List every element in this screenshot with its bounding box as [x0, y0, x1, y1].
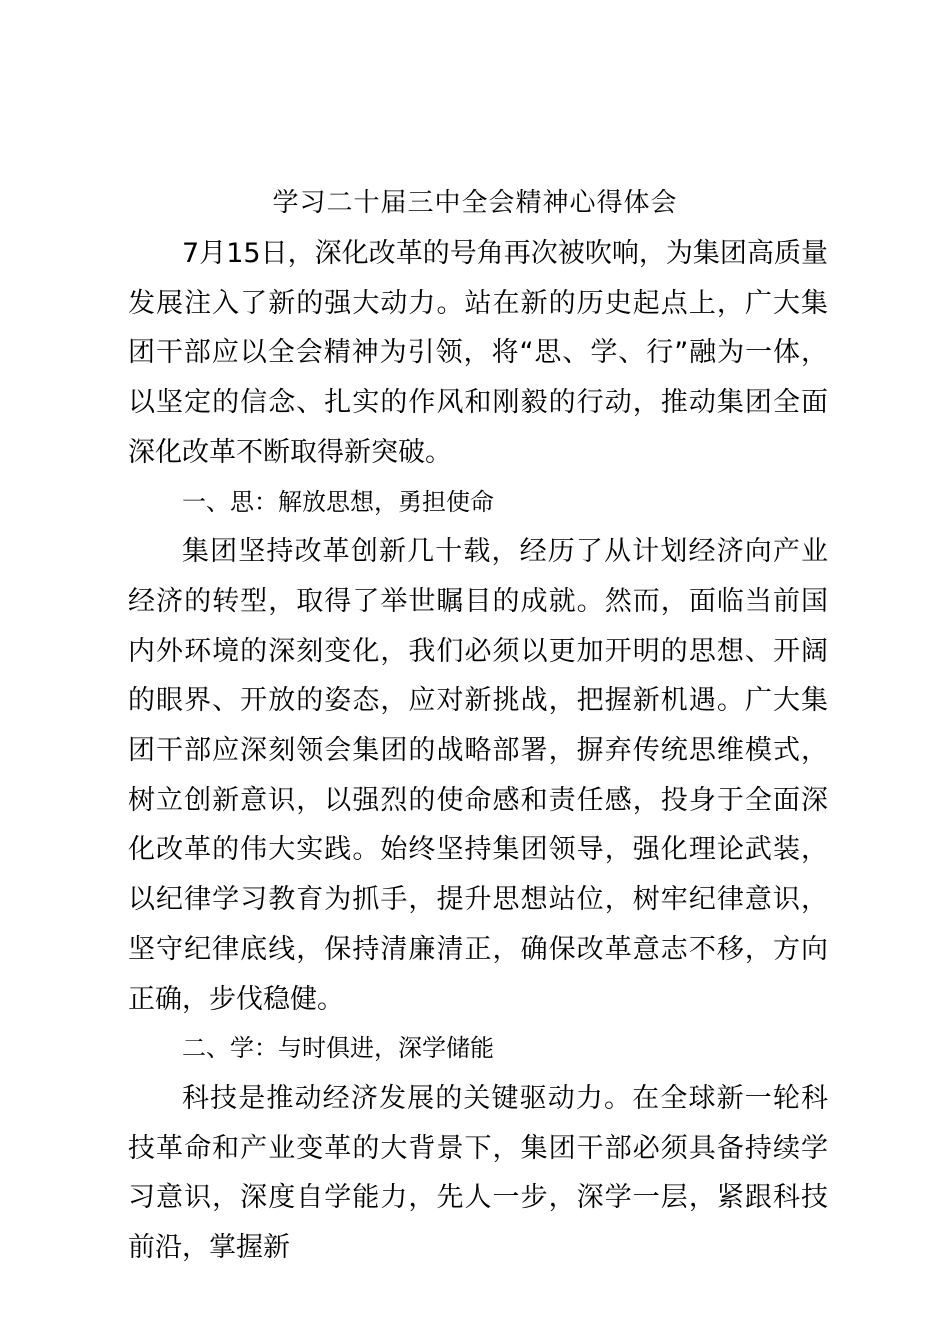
learn-paragraph: 科技是推动经济发展的关键驱动力。在全球新一轮科技革命和产业变革的大背景下，集团干部必须具备持续学习意识，深度自学能力，先人一步，深学一层，紧跟科技前沿，掌握新 [128, 1082, 828, 1264]
document-body [128, 229, 828, 1273]
section-heading-learn: 二、学：与时俱进，深学储能 [182, 1034, 494, 1063]
section-heading-think: 一、思：解放思想，勇担使命 [182, 487, 494, 516]
document-title: 学习二十届三中全会精神心得体会 [272, 188, 678, 218]
think-paragraph: 集团坚持改革创新几十载，经历了从计划经济向产业经济的转型，取得了举世瞩目的成就。然而，面临当前国内外环境的深刻变化，我们必须以更加开明的思想、开阔的眼界、开放的姿态，应对新挑战，把握新机遇。广大集团干部应深刻领会集团的战略部署，摒弃传统思维模式，树立创新意识，以强烈的使命感和责任感，投身于全面深化改革的伟大实践。始终坚持集团领导，强化理论武装，以纪律学习教育为抓手，提升思想站位，树牢纪律意识，坚守纪律底线，保持清廉清正，确保改革意志不移，方向正确，步伐稳健。 [128, 536, 828, 1015]
intro-paragraph: 7月15日，深化改革的号角再次被吹响，为集团高质量发展注入了新的强大动力。站在新的历史起点上，广大集团干部应以全会精神为引领，将“思、学、行”融为一体，以坚定的信念、扎实的作风和刚毅的行动，推动集团全面深化改革不断取得新突破。 [128, 238, 828, 468]
